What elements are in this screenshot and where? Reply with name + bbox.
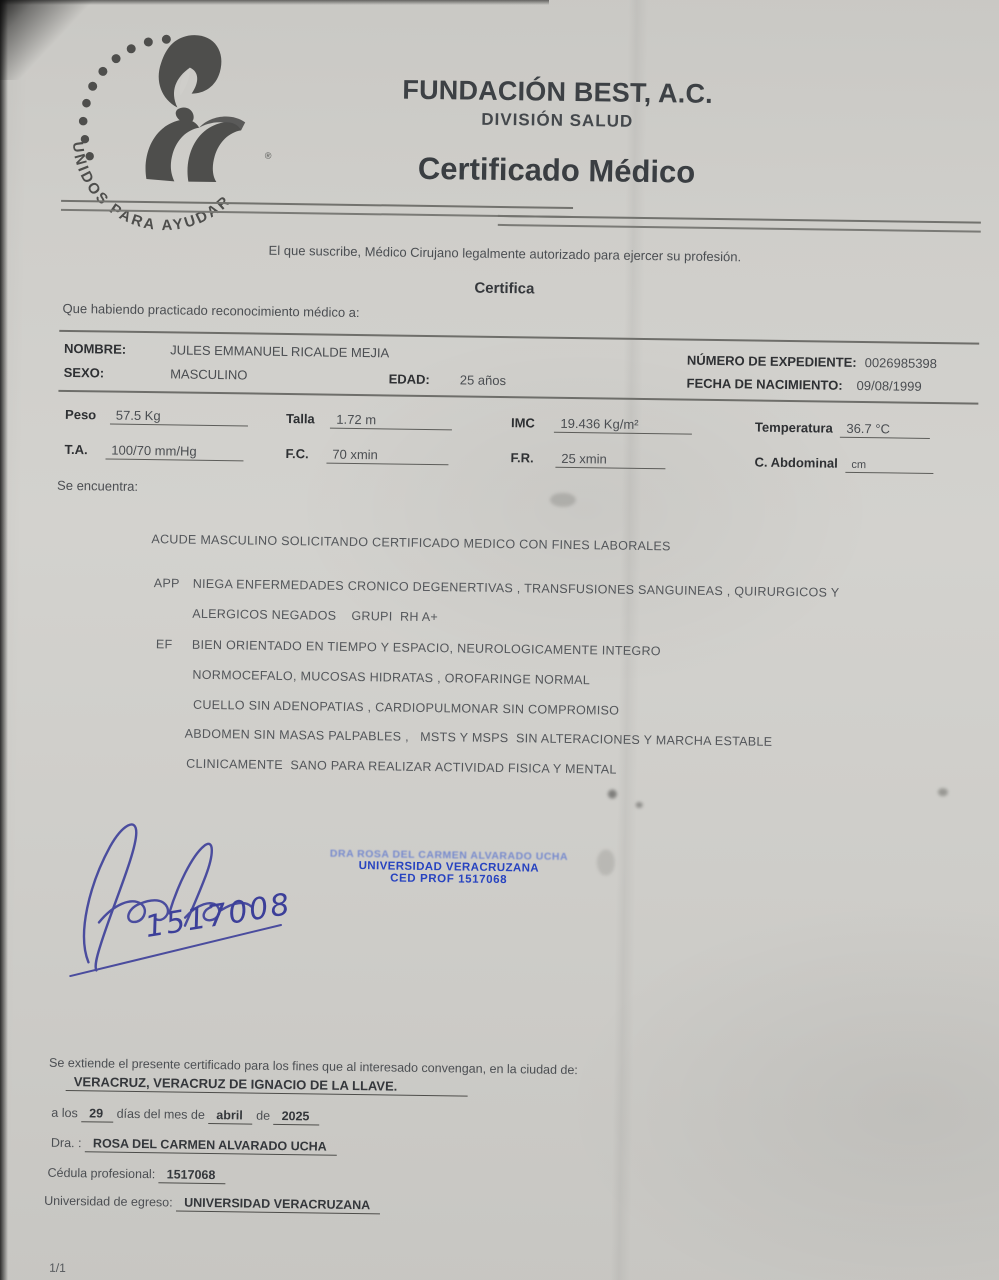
dra-label: Dra. : xyxy=(50,1135,82,1151)
stamp-university: UNIVERSIDAD VERACRUZANA xyxy=(358,860,540,875)
ink-smudge xyxy=(938,788,948,796)
date-mid1: días del mes de xyxy=(116,1106,205,1122)
document-title: Certificado Médico xyxy=(417,150,696,190)
nacimiento-value: 09/08/1999 xyxy=(856,377,922,394)
sexo-value: MASCULINO xyxy=(170,366,248,383)
stamp-doctor-name: DRA ROSA DEL CARMEN ALVARADO UCHA xyxy=(329,847,569,863)
finding-line: CLINICAMENTE SANO PARA REALIZAR ACTIVIDAD FISICA Y MENTAL xyxy=(186,756,617,777)
abdominal-label: C. Abdominal xyxy=(754,454,838,471)
sexo-label: SEXO: xyxy=(63,364,105,381)
expediente-value: 0026985398 xyxy=(864,355,938,372)
paper-smudge xyxy=(597,849,615,875)
certifica-heading: Certifica xyxy=(474,279,535,298)
finding-line: CUELLO SIN ADENOPATIAS , CARDIOPULMONAR SIN COMPROMISO xyxy=(192,697,620,718)
organization-title: FUNDACIÓN BEST, A.C. xyxy=(402,74,714,109)
date-month: abril xyxy=(208,1108,253,1125)
scan-dark-edge xyxy=(0,0,8,1280)
edad-value: 25 años xyxy=(459,372,507,389)
dra-name: ROSA DEL CARMEN ALVARADO UCHA xyxy=(85,1136,337,1156)
se-encuentra-label: Se encuentra: xyxy=(57,477,139,494)
division-subtitle: DIVISIÓN SALUD xyxy=(481,109,634,131)
intro-line: El que suscribe, Médico Cirujano legalmente autorizado para ejercer su profesión. xyxy=(268,242,742,265)
talla-label: Talla xyxy=(285,410,315,427)
date-mid2: de xyxy=(256,1108,271,1123)
nacimiento-label: FECHA DE NACIMIENTO: xyxy=(686,375,843,393)
university-label: Universidad de egreso: xyxy=(44,1193,173,1210)
issue-city: VERACRUZ, VERACRUZ DE IGNACIO DE LA LLAVE. xyxy=(66,1074,468,1097)
doctor-stamp xyxy=(319,848,579,888)
intro-line2: Que habiendo practicado reconocimiento médico a: xyxy=(62,300,360,321)
stamp-ced-prof: CED PROF 1517068 xyxy=(390,872,508,887)
logo-motto-text: UNIDOS PARA AYUDAR xyxy=(68,140,235,235)
header-divider-right xyxy=(498,215,981,233)
expediente-label: NÚMERO DE EXPEDIENTE: xyxy=(686,352,857,370)
edad-label: EDAD: xyxy=(388,371,430,388)
finding-line: ABDOMEN SIN MASAS PALPABLES , MSTS Y MSPS SIN ALTERACIONES Y MARCHA ESTABLE xyxy=(184,726,773,749)
scan-dark-edge xyxy=(0,0,549,5)
imc-value: 19.436 Kg/m² xyxy=(554,416,692,435)
fc-label: F.C. xyxy=(285,445,309,462)
doctor-signature xyxy=(50,804,382,984)
fr-label: F.R. xyxy=(510,450,534,466)
abdominal-value: cm xyxy=(845,459,933,474)
scan-dark-corner xyxy=(0,0,150,80)
talla-value: 1.72 m xyxy=(330,412,452,431)
finding-tag-app: APP xyxy=(153,576,180,591)
finding-line: NORMOCEFALO, MUCOSAS HIDRATAS , OROFARINGE NORMAL xyxy=(192,667,591,688)
temperatura-label: Temperatura xyxy=(754,419,833,436)
ta-label: T.A. xyxy=(64,441,88,458)
paper-smudge xyxy=(550,493,576,507)
cedula-label: Cédula profesional: xyxy=(47,1165,156,1182)
cedula-value: 1517068 xyxy=(159,1167,226,1184)
date-prefix: a los xyxy=(51,1105,78,1121)
registered-mark: ® xyxy=(264,150,272,161)
temperatura-value: 36.7 °C xyxy=(840,421,930,439)
finding-line: BIEN ORIENTADO EN TIEMPO Y ESPACIO, NEUROLOGICAMENTE INTEGRO xyxy=(191,637,661,659)
peso-value: 57.5 Kg xyxy=(110,408,248,427)
fc-value: 70 xmin xyxy=(326,447,448,466)
ink-smudge xyxy=(636,802,643,808)
logo-figure-icon xyxy=(145,34,246,182)
ink-smudge xyxy=(608,790,617,799)
nombre-label: NOMBRE: xyxy=(63,340,127,357)
page-indicator: 1/1 xyxy=(49,1260,66,1276)
finding-line: ALERGICOS NEGADOS GRUPI RH A+ xyxy=(192,606,439,625)
imc-label: IMC xyxy=(510,415,535,431)
date-year: 2025 xyxy=(274,1109,320,1126)
finding-line: ACUDE MASCULINO SOLICITANDO CERTIFICADO MEDICO CON FINES LABORALES xyxy=(151,532,671,554)
fr-value: 25 xmin xyxy=(555,451,665,470)
finding-line: NIEGA ENFERMEDADES CRONICO DEGENERTIVAS , TRANSFUSIONES SANGUINEAS , QUIRURGICOS Y xyxy=(192,576,840,600)
issue-statement: Se extiende el presente certificado para los fines que al interesado convengan, en la ciudad de: xyxy=(48,1055,578,1078)
university-value: UNIVERSIDAD VERACRUZANA xyxy=(176,1196,380,1215)
date-day: 29 xyxy=(81,1106,113,1122)
finding-tag-ef: EF xyxy=(155,637,173,652)
handwritten-cedula-number: 1517008 xyxy=(142,886,294,946)
ta-value: 100/70 mm/Hg xyxy=(105,442,243,461)
nombre-value: JULES EMMANUEL RICALDE MEJIA xyxy=(170,342,390,361)
peso-label: Peso xyxy=(65,406,97,423)
